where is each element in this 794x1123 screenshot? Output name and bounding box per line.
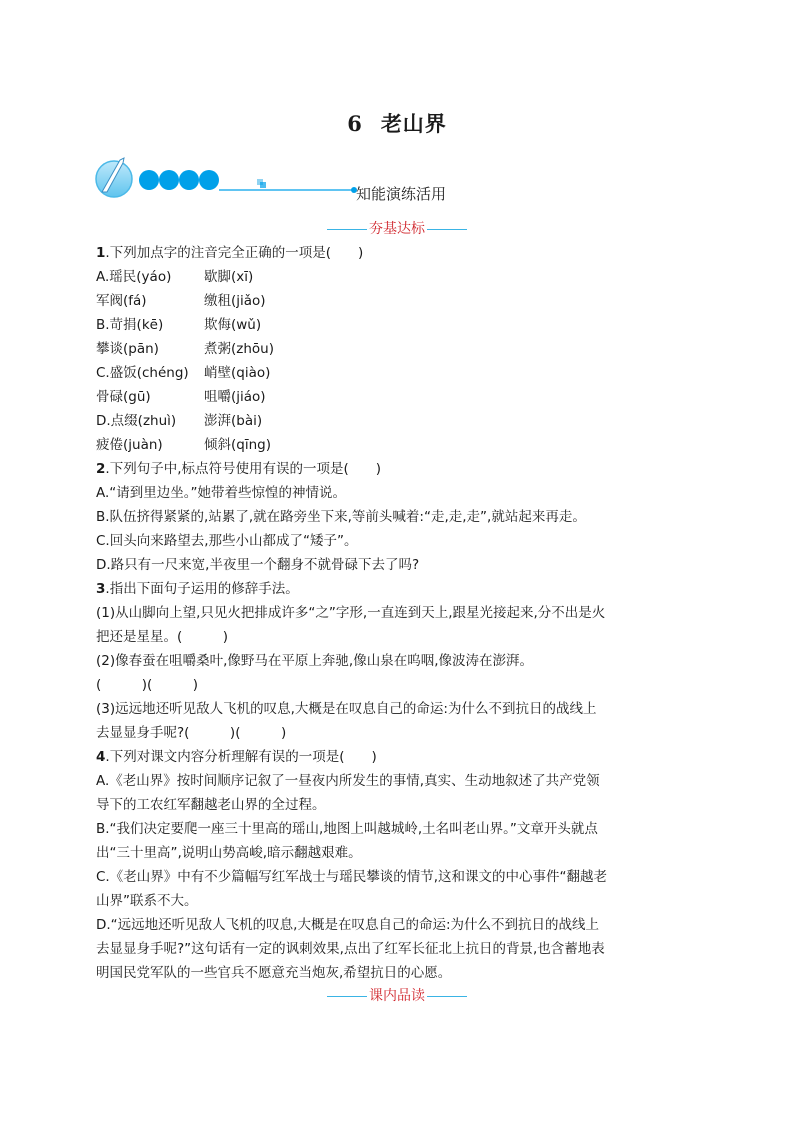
section-heading-text: 夯基达标: [369, 221, 425, 237]
section-heading-reading: [0, 985, 794, 1005]
section-rule-right: [427, 996, 467, 997]
section-rule-right: [427, 229, 467, 230]
section-heading-basic: [0, 218, 794, 238]
q3-item-1-line-1: (1)从山脚向上望,只见火把排成许多“之”字形,一直连到天上,跟星光接起来,分不出是火: [96, 605, 606, 621]
q2-option-a: A.“请到里边坐。”她带着些惊惶的神情说。: [96, 485, 347, 501]
q1-option-row: 骨碌(gū) 咀嚼(jiáo): [96, 389, 266, 405]
dot-2: [159, 170, 179, 190]
q2-option-c: C.回头向来路望去,那些小山都成了“矮子”。: [96, 533, 358, 549]
q1-option-row: 疲倦(juàn) 倾斜(qīng): [96, 437, 271, 453]
q1-option-row: C.盛饭(chéng) 峭壁(qiào): [96, 365, 271, 381]
q1-option-row: B.苛捐(kē) 欺侮(wǔ): [96, 317, 262, 333]
q1-option-row: D.点缀(zhuì) 澎湃(bài): [96, 413, 263, 429]
dot-4: [199, 170, 219, 190]
banner-label: 知能演练活用: [356, 185, 447, 203]
small-square-icon-2: [260, 182, 266, 188]
lesson-name: 老山界: [380, 112, 447, 136]
q1-option-row: 攀谈(pān) 煮粥(zhōu): [96, 341, 274, 357]
section-rule-left: [327, 996, 367, 997]
q4-line: A.《老山界》按时间顺序记叙了一昼夜内所发生的事情,真实、生动地叙述了共产党领: [96, 773, 600, 789]
dot-3: [179, 170, 199, 190]
lesson-number: 6: [347, 111, 363, 136]
q3-item-1-line-2: 把还是星星。( ): [96, 629, 229, 645]
question-body: [96, 241, 700, 985]
q4-line: 出“三十里高”,说明山势高峻,暗示翻越艰难。: [96, 845, 362, 861]
lesson-title: [0, 108, 794, 138]
q4-line: D.“远远地还听见敌人飞机的叹息,大概是在叹息自己的命运:为什么不到抗日的战线上: [96, 917, 600, 933]
q1-option-row: 军阀(fá) 缴租(jiǎo): [96, 293, 266, 309]
q3-item-2-line-1: (2)像春蚕在咀嚼桑叶,像野马在平原上奔驰,像山泉在呜咽,像波涛在澎湃。: [96, 653, 533, 669]
q3-item-3-line-1: (3)远远地还听见敌人飞机的叹息,大概是在叹息自己的命运:为什么不到抗日的战线上: [96, 701, 597, 717]
q4-line: C.《老山界》中有不少篇幅写红军战士与瑶民攀谈的情节,这和课文的中心事件“翻越老: [96, 869, 608, 885]
q3-item-2-line-2: ( )( ): [96, 677, 199, 693]
q4-line: 山界”联系不大。: [96, 893, 198, 909]
q1-option-row: A.瑶民(yáo) 歇脚(xī): [96, 269, 254, 285]
q4-stem: 4.下列对课文内容分析理解有误的一项是( ): [96, 749, 377, 765]
q2-option-d: D.路只有一尺来宽,半夜里一个翻身不就骨碌下去了吗?: [96, 557, 420, 573]
q4-line: B.“我们决定要爬一座三十里高的瑶山,地图上叫越城岭,土名叫老山界。”文章开头就点: [96, 821, 598, 837]
q4-line: 去显显身手呢?”这句话有一定的讽刺效果,点出了红军长征北上抗日的背景,也含蓄地表: [96, 941, 605, 957]
dot-1: [139, 170, 159, 190]
q2-option-b: B.队伍挤得紧紧的,站累了,就在路旁坐下来,等前头喊着:“走,走,走”,就站起来再走。: [96, 509, 586, 525]
q1-stem: 1.下列加点字的注音完全正确的一项是( ): [96, 245, 364, 261]
q3-item-3-line-2: 去显显身手呢?( )( ): [96, 725, 287, 741]
q4-line: 明国民党军队的一些官兵不愿意充当炮灰,希望抗日的心愿。: [96, 965, 452, 981]
section-rule-left: [327, 229, 367, 230]
section-heading-text: 课内品读: [369, 988, 425, 1004]
q4-line: 导下的工农红军翻越老山界的全过程。: [96, 797, 326, 813]
q3-stem: 3.指出下面句子运用的修辞手法。: [96, 581, 299, 597]
q2-stem: 2.下列句子中,标点符号使用有误的一项是( ): [96, 461, 382, 477]
